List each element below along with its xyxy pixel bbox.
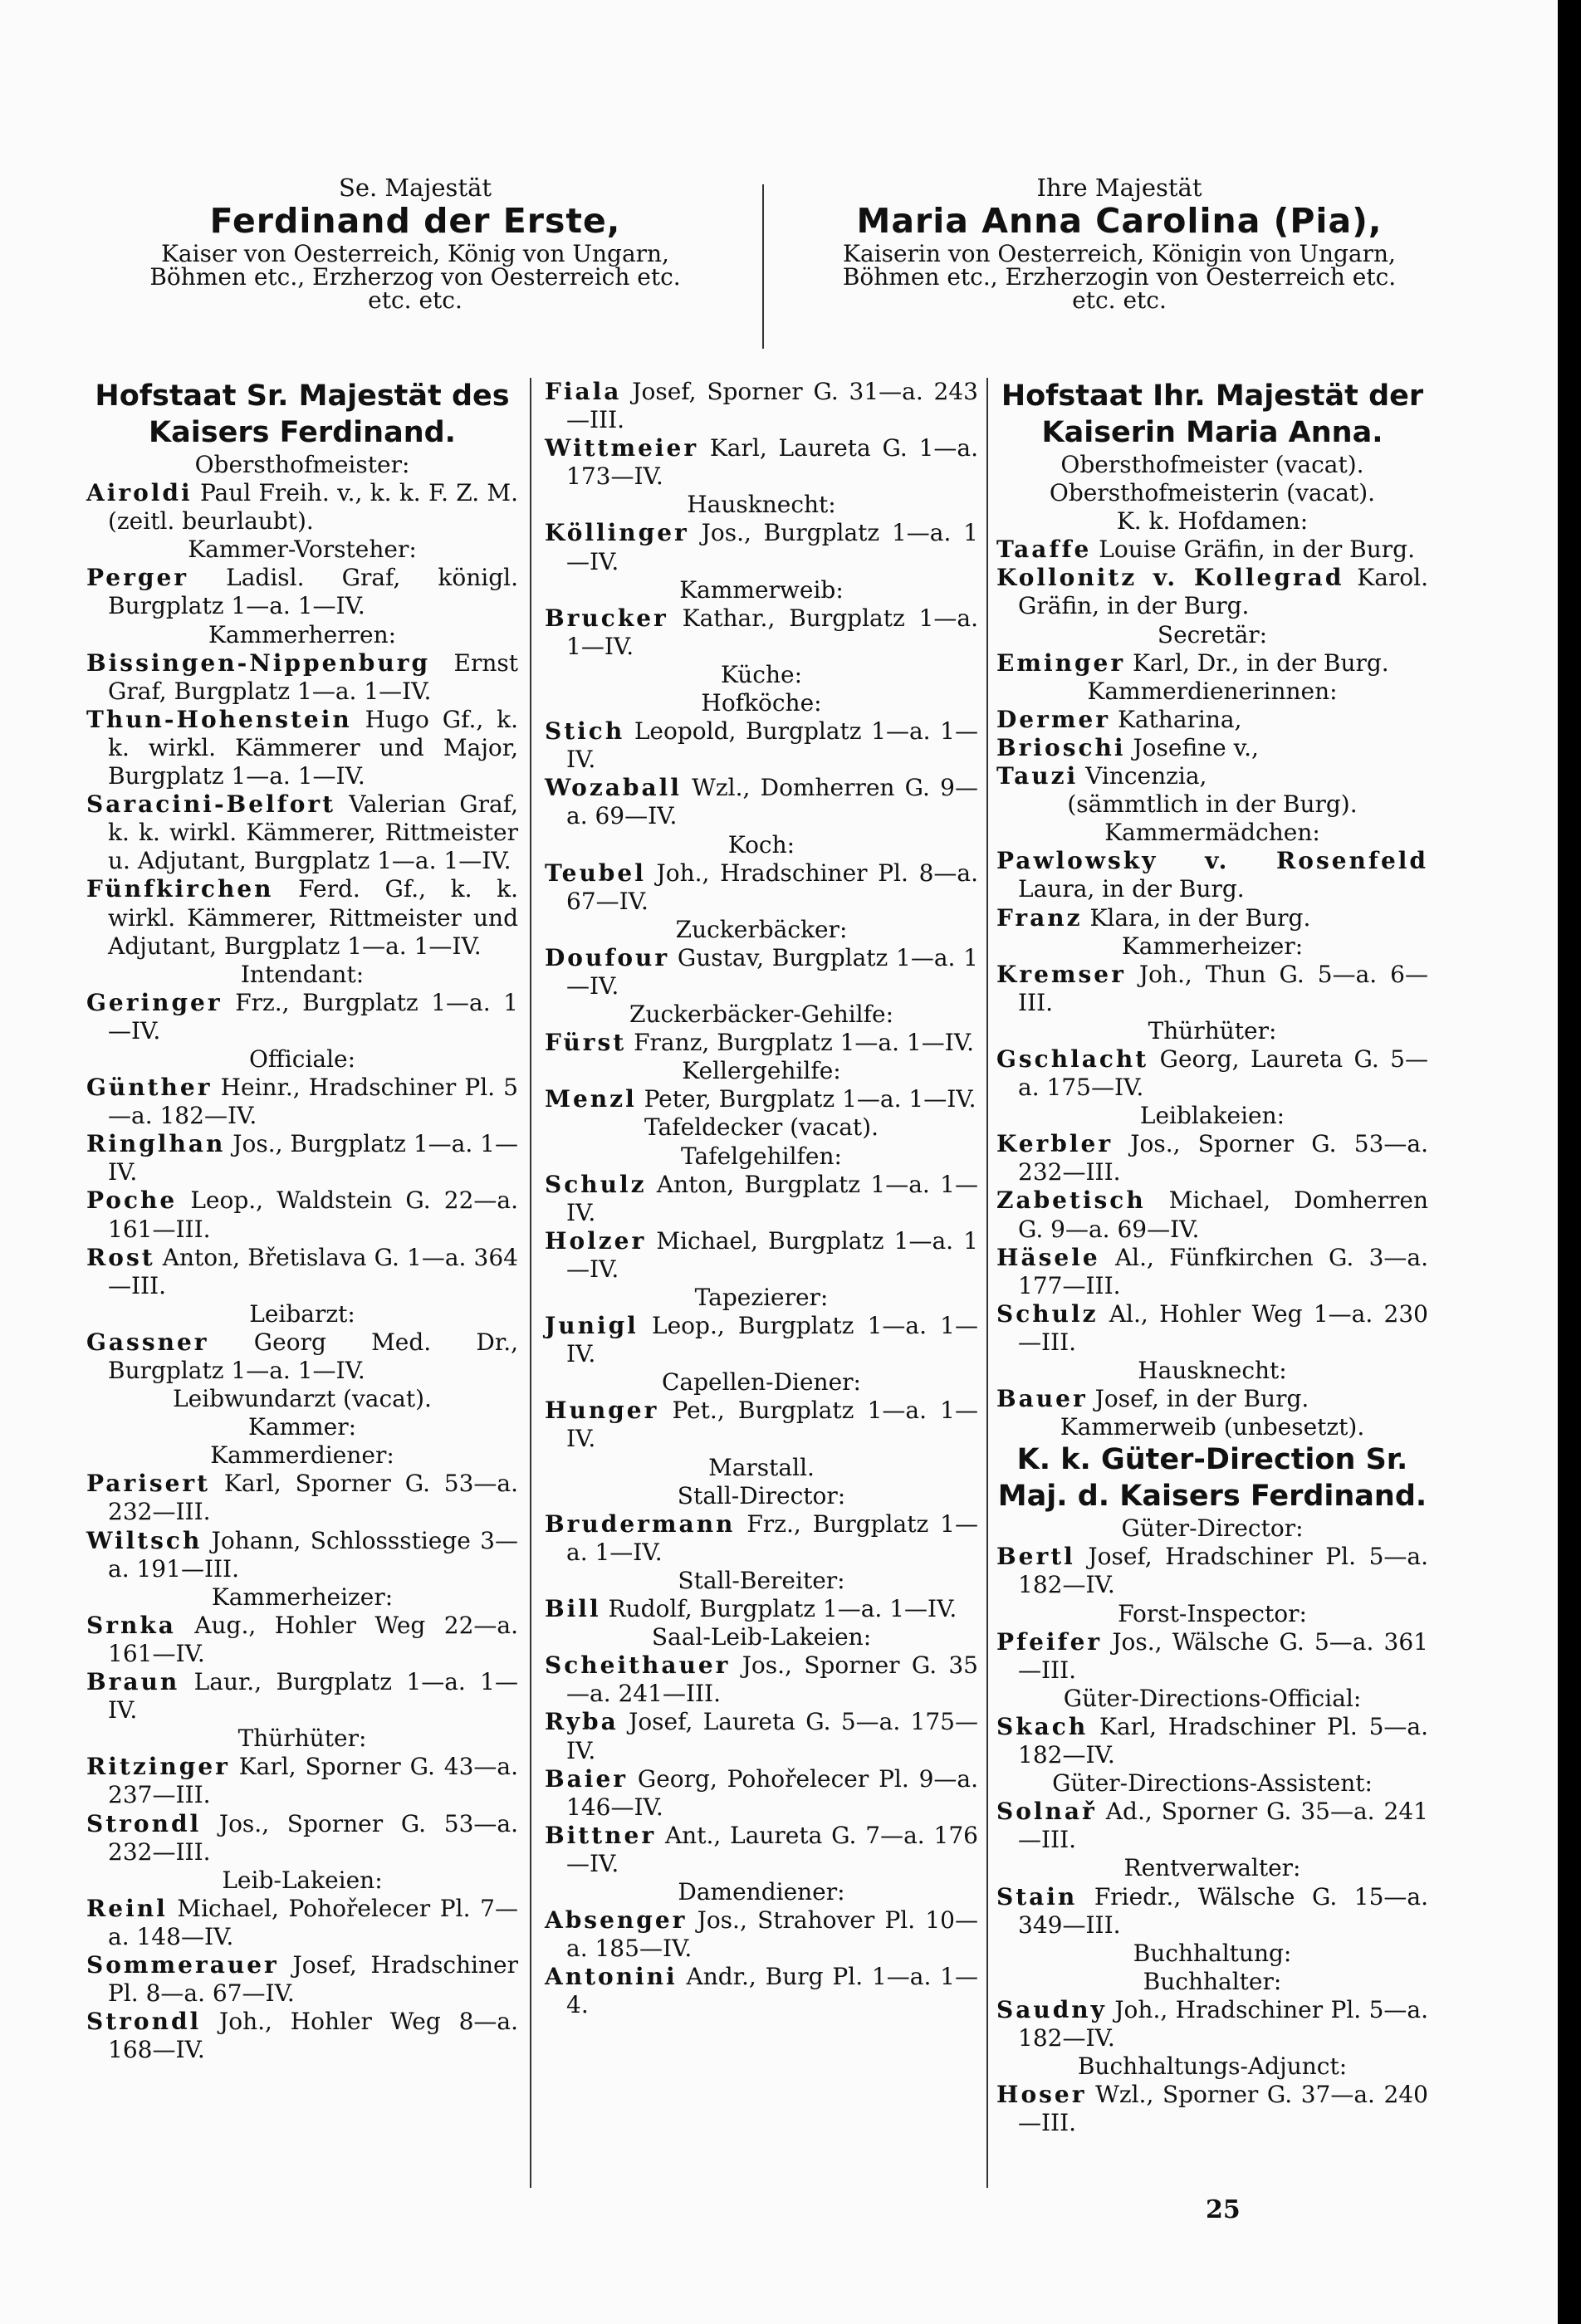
role-heading: Thürhüter: xyxy=(1148,1016,1277,1045)
role-heading: Stall-Director: xyxy=(677,1481,846,1509)
entry-surname: Günther xyxy=(86,1074,213,1102)
role-heading: Tafelgehilfen: xyxy=(681,1142,842,1170)
entry-surname: Schulz xyxy=(545,1170,647,1198)
entry-details: Anton, Břetislava G. 1—a. 364—III. xyxy=(108,1243,518,1299)
role-heading: Kammerweib: xyxy=(679,575,844,604)
role-heading: Forst-Inspector: xyxy=(1118,1599,1307,1627)
entry xyxy=(545,604,978,661)
entry xyxy=(996,961,1428,1017)
entry-surname: Scheithauer xyxy=(545,1651,731,1680)
entry-surname: Braun xyxy=(86,1668,180,1696)
entry-surname: Häsele xyxy=(996,1243,1100,1271)
entry-details: Aug., Hohler Weg 22—a. 161—IV. xyxy=(108,1611,518,1667)
entry-surname: Dermer xyxy=(996,705,1111,733)
entry-surname: Fiala xyxy=(545,378,622,405)
entry-details: Friedr., Wälsche G. 15—a. 349—III. xyxy=(1018,1882,1428,1939)
entry-surname: Pfeifer xyxy=(996,1627,1103,1656)
entry-details: Hugo Gf., k. k. wirkl. Kämmerer und Major, Burgplatz 1—a. 1—IV. xyxy=(108,705,518,790)
role-heading: Damendiener: xyxy=(678,1877,845,1906)
entry-details: Vincenzia, xyxy=(1078,762,1207,790)
entry xyxy=(86,2008,518,2064)
column-middle xyxy=(545,378,978,2019)
scan-edge xyxy=(1558,0,1581,2324)
entry xyxy=(86,1527,518,1583)
title-line: Böhmen etc., Erzherzog von Oesterreich etc. xyxy=(149,263,681,291)
entry xyxy=(86,1895,518,1951)
entry xyxy=(86,706,518,790)
role-heading: Tapezierer: xyxy=(694,1284,829,1311)
entry xyxy=(86,1074,518,1130)
entry-details: Jos., Sporner G. 53—a. 232—III. xyxy=(1018,1130,1428,1186)
entry xyxy=(86,1951,518,2008)
entry-details: Karl, Laureta G. 1—a. 173—IV. xyxy=(566,434,978,491)
entry xyxy=(545,1906,978,1963)
entry-details: Ferd. Gf., k. k. wirkl. Kämmerer, Rittmeister und Adjutant, Burgplatz 1—a. 1—IV. xyxy=(108,875,518,960)
entry-surname: Wiltsch xyxy=(86,1526,203,1554)
role-heading: Güter-Director: xyxy=(1121,1514,1304,1543)
role-heading: Güter-Directions-Assistent: xyxy=(1052,1769,1373,1798)
entry-surname: Bauer xyxy=(996,1385,1088,1413)
title-line: Kaiser von Oesterreich, König von Ungarn, xyxy=(161,240,669,267)
entry xyxy=(545,1397,978,1453)
entry xyxy=(545,1312,978,1368)
entry-details: Peter, Burgplatz 1—a. 1—IV. xyxy=(636,1085,976,1113)
entry xyxy=(86,1470,518,1526)
entry xyxy=(996,1244,1428,1300)
role-heading: Leibarzt: xyxy=(249,1299,355,1328)
entry-details: Leop., Burgplatz 1—a. 1—IV. xyxy=(566,1312,978,1368)
entry-details: Anton, Burgplatz 1—a. 1—IV. xyxy=(566,1170,978,1226)
kicker: Se. Majestät xyxy=(338,174,492,202)
entry xyxy=(86,1328,518,1385)
entry xyxy=(996,1045,1428,1102)
entry-surname: Bertl xyxy=(996,1543,1075,1571)
kicker: Ihre Majestät xyxy=(1036,174,1202,202)
monarch-heading-maria-anna xyxy=(787,176,1451,312)
entry xyxy=(545,1595,978,1623)
entry xyxy=(996,564,1428,620)
entry-surname: Stich xyxy=(545,717,625,746)
role-heading: Leib-Lakeien: xyxy=(222,1866,383,1894)
entry-surname: Kerbler xyxy=(996,1130,1114,1158)
entry xyxy=(545,434,978,491)
entry-surname: Bittner xyxy=(545,1821,657,1849)
entry xyxy=(545,944,978,1001)
entry-details: Michael, Burgplatz 1—a. 1—IV. xyxy=(566,1226,978,1283)
entry-surname: Wozaball xyxy=(545,774,682,802)
entry-details: Kathar., Burgplatz 1—a. 1—IV. xyxy=(566,604,978,660)
entry-details: Laur., Burgplatz 1—a. 1—IV. xyxy=(108,1668,518,1725)
entry xyxy=(996,1543,1428,1599)
entry-surname: Ritzinger xyxy=(86,1753,230,1781)
entry-details: Frz., Burgplatz 1—a. 1—IV. xyxy=(108,988,518,1045)
entry-details: Joh., Hohler Weg 8—a. 168—IV. xyxy=(108,2008,518,2064)
entry-surname: Franz xyxy=(996,903,1083,932)
entry-surname: Schulz xyxy=(996,1299,1099,1328)
role-heading: Intendant: xyxy=(240,960,365,988)
entry-details: Jos., Wälsche G. 5—a. 361—III. xyxy=(1018,1627,1428,1684)
column-right xyxy=(996,378,1428,2137)
entry-details: Karl, Sporner G. 53—a. 232—III. xyxy=(108,1470,518,1526)
column-divider xyxy=(530,378,531,2188)
role-heading: (sämmtlich in der Burg). xyxy=(1067,790,1358,819)
entry xyxy=(996,1186,1428,1243)
entry-surname: Brudermann xyxy=(545,1509,736,1538)
role-heading: Leiblakeien: xyxy=(1139,1102,1285,1130)
entry-details: Ernst Graf, Burgplatz 1—a. 1—IV. xyxy=(108,648,518,705)
entry xyxy=(996,1996,1428,2052)
entry xyxy=(996,2081,1428,2137)
entry-details: Franz, Burgplatz 1—a. 1—IV. xyxy=(626,1029,974,1057)
entry-details: Joh., Thun G. 5—a. 6—III. xyxy=(1018,960,1428,1016)
role-heading: Kammerheizer: xyxy=(1121,932,1304,960)
entry-surname: Poche xyxy=(86,1186,178,1215)
entry-surname: Holzer xyxy=(545,1226,647,1255)
column-divider xyxy=(986,378,988,2188)
entry-surname: Gschlacht xyxy=(996,1045,1149,1073)
entry-surname: Stain xyxy=(996,1882,1078,1911)
role-heading: Hausknecht: xyxy=(1138,1357,1287,1384)
role-heading: Koch: xyxy=(727,830,795,859)
entry-details: Andr., Burg Pl. 1—a. 1—4. xyxy=(566,1963,978,2019)
entry-surname: Fürst xyxy=(545,1029,627,1057)
entry xyxy=(996,1130,1428,1186)
entry xyxy=(545,519,978,575)
role-heading: Rentverwalter: xyxy=(1123,1854,1301,1882)
entry-surname: Srnka xyxy=(86,1611,176,1639)
role-heading: Kammerdienerinnen: xyxy=(1087,677,1338,705)
entry-details: Laura, in der Burg. xyxy=(1018,875,1245,903)
entry-details: Paul Freih. v., k. k. F. Z. M. (zeitl. beurlaubt). xyxy=(108,479,518,536)
entry-surname: Baier xyxy=(545,1764,629,1793)
entry-surname: Tauzi xyxy=(996,762,1079,790)
monarch-heading-ferdinand xyxy=(83,176,747,312)
entry xyxy=(545,774,978,830)
entry-details: Leop., Waldstein G. 22—a. 161—III. xyxy=(108,1186,518,1243)
entry-details: Katharina, xyxy=(1110,705,1242,733)
role-heading: Tafeldecker (vacat). xyxy=(644,1113,879,1142)
entry xyxy=(996,762,1428,790)
entry-details: Karol. Gräfin, in der Burg. xyxy=(1018,564,1429,620)
entry-surname: Solnař xyxy=(996,1798,1097,1826)
entry-details: Jos., Sporner G. 35—a. 241—III. xyxy=(566,1651,978,1708)
entry-surname: Junigl xyxy=(545,1312,639,1340)
entry-details: Valerian Graf, k. k. wirkl. Kämmerer, Rittmeister u. Adjutant, Burgplatz 1—a. 1—IV. xyxy=(108,790,518,875)
entry-details: Georg Med. Dr., Burgplatz 1—a. 1—IV. xyxy=(108,1328,518,1384)
role-heading: Marstall. xyxy=(708,1453,815,1481)
role-heading: Hofköche: xyxy=(701,689,822,717)
entry xyxy=(545,1822,978,1878)
entry xyxy=(86,875,518,960)
entry xyxy=(86,790,518,875)
entry xyxy=(545,1510,978,1567)
role-heading: Secretär: xyxy=(1157,620,1268,648)
entry xyxy=(996,1628,1428,1685)
entry xyxy=(545,1171,978,1227)
role-heading: Leibwundarzt (vacat). xyxy=(173,1385,432,1413)
entry-details: Ant., Laureta G. 7—a. 176—IV. xyxy=(566,1821,978,1877)
entry-details: Jos., Burgplatz 1—a. 1—IV. xyxy=(566,519,978,575)
entry-surname: Doufour xyxy=(545,943,670,971)
entry xyxy=(86,649,518,706)
section-heading: K. k. Güter-Direction Sr. Maj. d. Kaisers Ferdinand. xyxy=(997,1443,1427,1514)
entry xyxy=(86,564,518,620)
role-heading: Kammerdiener: xyxy=(210,1441,394,1470)
role-heading: Kammerweib (unbesetzt). xyxy=(1060,1413,1365,1441)
entry-details: Georg, Laureta G. 5—a. 175—IV. xyxy=(1018,1045,1428,1102)
entry-surname: Pawlowsky v. Rosenfeld xyxy=(996,847,1428,875)
entry xyxy=(545,1708,978,1764)
entry xyxy=(996,649,1428,678)
entry-details: Michael, Pohořelecer Pl. 7—a. 148—IV. xyxy=(108,1894,518,1950)
title-line: etc. etc. xyxy=(368,286,463,314)
entry-surname: Ringlhan xyxy=(86,1130,226,1158)
entry-details: Karl, Dr., in der Burg. xyxy=(1125,648,1389,677)
role-heading: Saal-Leib-Lakeien: xyxy=(651,1623,872,1651)
entry-surname: Saracini-Belfort xyxy=(86,790,336,819)
entry-surname: Bill xyxy=(545,1595,601,1623)
entry-details: Gustav, Burgplatz 1—a. 1—IV. xyxy=(566,943,978,1000)
entry xyxy=(545,717,978,774)
entry xyxy=(545,859,978,916)
entry-surname: Brioschi xyxy=(996,733,1126,761)
title-line: Böhmen etc., Erzherzogin von Oesterreich etc. xyxy=(842,263,1397,291)
entry xyxy=(86,1668,518,1725)
entry-surname: Geringer xyxy=(86,988,223,1016)
role-heading: Kammer: xyxy=(247,1413,357,1441)
column-left xyxy=(86,378,518,2064)
entry-surname: Strondl xyxy=(86,2008,202,2036)
entry xyxy=(996,734,1428,762)
entry-surname: Hoser xyxy=(996,2081,1087,2109)
role-heading: Obersthofmeister (vacat). xyxy=(1060,451,1364,478)
entry-surname: Perger xyxy=(86,564,189,592)
entry xyxy=(996,847,1428,903)
entry-surname: Eminger xyxy=(996,648,1126,677)
entry-details: Wzl., Sporner G. 37—a. 240—III. xyxy=(1018,2081,1428,2137)
entry-surname: Zabetisch xyxy=(996,1186,1146,1215)
role-heading: Buchhalter: xyxy=(1143,1967,1282,1995)
entry xyxy=(545,378,978,434)
role-heading: Officiale: xyxy=(248,1045,356,1073)
section-heading: Hofstaat Sr. Majestät des Kaisers Ferdinand. xyxy=(95,379,510,449)
entry xyxy=(545,1085,978,1113)
entry-surname: Ryba xyxy=(545,1708,619,1736)
entry-surname: Rost xyxy=(86,1243,155,1271)
role-heading: K. k. Hofdamen: xyxy=(1116,507,1309,536)
entry-surname: Parisert xyxy=(86,1470,211,1498)
entry-details: Jos., Strahover Pl. 10—a. 185—IV. xyxy=(566,1906,978,1963)
role-heading: Kammerheizer: xyxy=(211,1583,394,1611)
entry-surname: Airoldi xyxy=(86,479,193,507)
entry xyxy=(86,1130,518,1186)
entry-surname: Kremser xyxy=(996,960,1126,988)
title-line: etc. etc. xyxy=(1072,286,1167,314)
entry-details: Leopold, Burgplatz 1—a. 1—IV. xyxy=(566,717,978,774)
entry-details: Klara, in der Burg. xyxy=(1082,903,1311,932)
entry xyxy=(86,989,518,1045)
entry xyxy=(86,1612,518,1668)
role-heading: Kammerherren: xyxy=(208,620,397,648)
entry-surname: Reinl xyxy=(86,1894,168,1922)
entry-surname: Antonini xyxy=(545,1963,678,1991)
entry-details: Al., Fünfkirchen G. 3—a. 177—III. xyxy=(1018,1243,1428,1299)
entry xyxy=(86,1244,518,1300)
entry-surname: Wittmeier xyxy=(545,434,699,462)
entry-details: Johann, Schlossstiege 3—a. 191—III. xyxy=(108,1526,518,1583)
entry-details: Wzl., Domherren G. 9—a. 69—IV. xyxy=(566,774,978,830)
entry-details: Jos., Burgplatz 1—a. 1—IV. xyxy=(108,1130,518,1186)
role-heading: Küche: xyxy=(720,660,803,688)
entry-surname: Absenger xyxy=(545,1906,688,1935)
entry-details: Louise Gräfin, in der Burg. xyxy=(1091,536,1415,564)
entry xyxy=(545,1963,978,2019)
entry xyxy=(545,1765,978,1822)
role-heading: Kellergehilfe: xyxy=(682,1057,841,1085)
entry xyxy=(996,1300,1428,1357)
entry-details: Josef, Laureta G. 5—a. 175—IV. xyxy=(566,1708,978,1764)
role-heading: Buchhaltung: xyxy=(1133,1939,1292,1967)
entry xyxy=(86,479,518,536)
entry xyxy=(996,904,1428,932)
role-heading: Buchhaltungs-Adjunct: xyxy=(1077,2052,1348,2081)
entry-details: Michael, Domherren G. 9—a. 69—IV. xyxy=(1018,1186,1428,1243)
entry-details: Karl, Sporner G. 43—a. 237—III. xyxy=(108,1753,518,1809)
entry-details: Rudolf, Burgplatz 1—a. 1—IV. xyxy=(600,1595,957,1623)
entry-surname: Strondl xyxy=(86,1809,202,1837)
entry-surname: Sommerauer xyxy=(86,1950,279,1979)
entry xyxy=(996,536,1428,564)
entry-details: Joh., Hradschiner Pl. 5—a. 182—IV. xyxy=(1018,1995,1428,2052)
header-divider xyxy=(762,184,764,349)
entry-surname: Hunger xyxy=(545,1397,659,1425)
entry-surname: Skach xyxy=(996,1712,1089,1740)
role-heading: Güter-Directions-Official: xyxy=(1063,1684,1362,1712)
entry-details: Ladisl. Graf, königl. Burgplatz 1—a. 1—IV. xyxy=(108,564,518,620)
title-line: Kaiserin von Oesterreich, Königin von Ungarn, xyxy=(843,240,1396,267)
entry xyxy=(545,1227,978,1284)
role-heading: Obersthofmeisterin (vacat). xyxy=(1049,479,1376,507)
role-heading: Thürhüter: xyxy=(237,1725,367,1753)
entry-details: Josefine v., xyxy=(1125,733,1259,761)
entry-surname: Taaffe xyxy=(996,536,1092,564)
entry-surname: Teubel xyxy=(545,859,646,887)
entry-details: Al., Hohler Weg 1—a. 230—III. xyxy=(1018,1299,1428,1356)
entry-details: Pet., Burgplatz 1—a. 1—IV. xyxy=(566,1397,978,1453)
entry xyxy=(86,1753,518,1809)
entry-surname: Brucker xyxy=(545,604,668,632)
entry-surname: Kollonitz v. Kollegrad xyxy=(996,564,1344,592)
entry-details: Josef, Sporner G. 31—a. 243—III. xyxy=(566,378,978,434)
page-number: 25 xyxy=(1206,2195,1241,2224)
role-heading: Stall-Bereiter: xyxy=(678,1566,845,1594)
monarch-name: Ferdinand der Erste, xyxy=(209,201,621,241)
entry xyxy=(86,1810,518,1867)
entry xyxy=(996,1385,1428,1413)
role-heading: Kammermädchen: xyxy=(1104,819,1320,847)
entry-details: Josef, Hradschiner Pl. 8—a. 67—IV. xyxy=(108,1950,518,2008)
entry-details: Josef, Hradschiner Pl. 5—a. 182—IV. xyxy=(1018,1543,1428,1599)
entry-details: Ad., Sporner G. 35—a. 241—III. xyxy=(1018,1798,1428,1854)
entry-surname: Fünfkirchen xyxy=(86,875,274,903)
entry xyxy=(545,1651,978,1708)
entry-details: Jos., Sporner G. 53—a. 232—III. xyxy=(108,1809,518,1866)
entry xyxy=(996,706,1428,734)
section-heading: Hofstaat Ihr. Majestät der Kaiserin Maria Anna. xyxy=(1001,379,1424,449)
role-heading: Capellen-Diener: xyxy=(662,1368,861,1397)
monarch-name: Maria Anna Carolina (Pia), xyxy=(856,201,1383,241)
entry-details: Heinr., Hradschiner Pl. 5—a. 182—IV. xyxy=(108,1074,518,1130)
entry-surname: Bissingen-Nippenburg xyxy=(86,648,431,677)
entry-surname: Gassner xyxy=(86,1328,209,1356)
entry-details: Georg, Pohořelecer Pl. 9—a. 146—IV. xyxy=(566,1764,978,1821)
entry-surname: Köllinger xyxy=(545,519,689,547)
entry xyxy=(996,1713,1428,1769)
entry-details: Frz., Burgplatz 1—a. 1—IV. xyxy=(566,1509,978,1566)
entry xyxy=(996,1798,1428,1854)
entry-details: Josef, in der Burg. xyxy=(1087,1385,1309,1413)
entry-surname: Thun-Hohenstein xyxy=(86,705,352,733)
entry-surname: Saudny xyxy=(996,1995,1107,2023)
role-heading: Zuckerbäcker: xyxy=(675,915,848,943)
role-heading: Hausknecht: xyxy=(687,491,836,519)
role-heading: Kammer-Vorsteher: xyxy=(188,536,417,564)
role-heading: Obersthofmeister: xyxy=(194,451,410,478)
entry xyxy=(996,1883,1428,1940)
entry xyxy=(86,1186,518,1243)
entry-details: Joh., Hradschiner Pl. 8—a. 67—IV. xyxy=(566,859,978,915)
entry xyxy=(545,1029,978,1057)
entry-surname: Menzl xyxy=(545,1085,637,1113)
entry-details: Karl, Hradschiner Pl. 5—a. 182—IV. xyxy=(1018,1712,1428,1769)
role-heading: Zuckerbäcker-Gehilfe: xyxy=(629,1001,894,1029)
